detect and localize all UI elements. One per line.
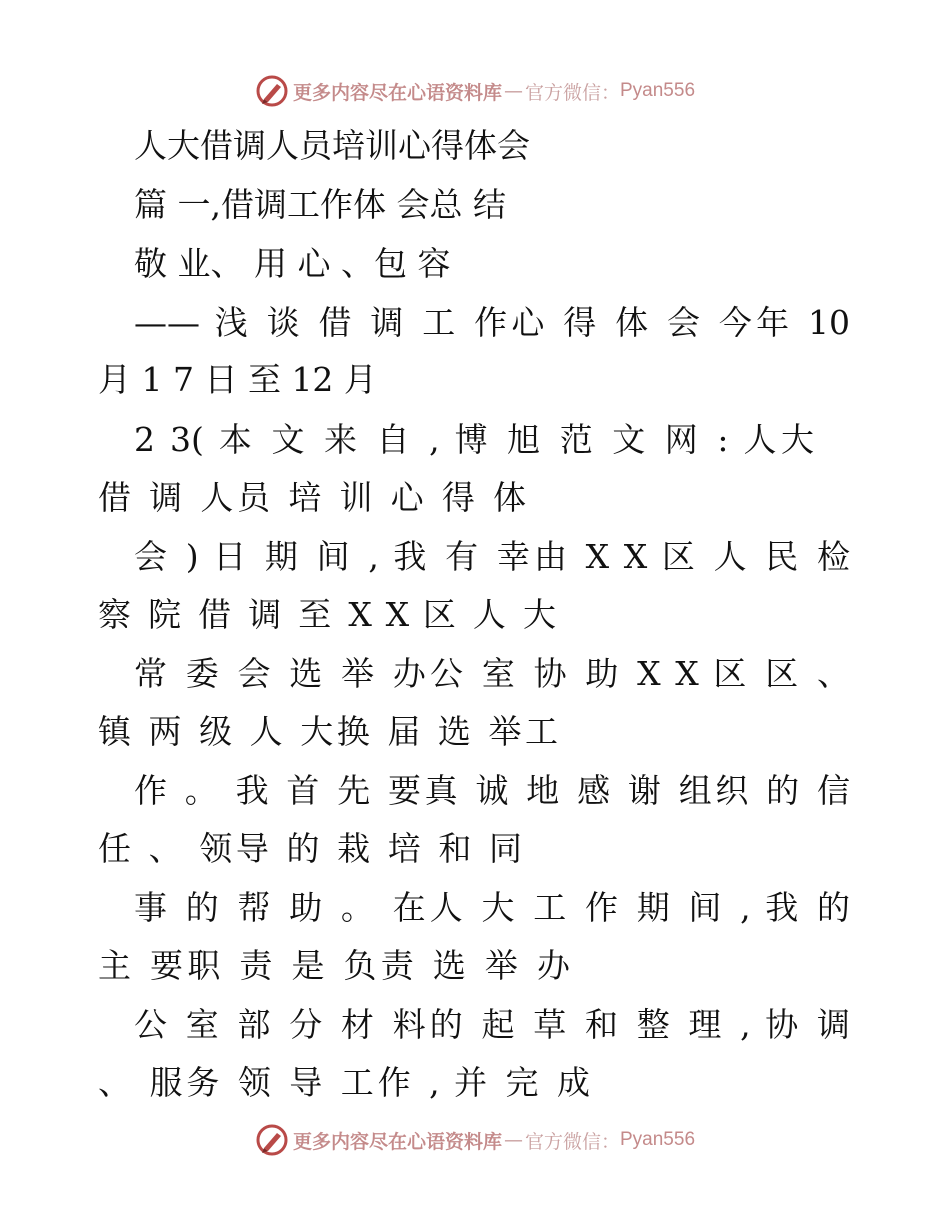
section-heading: 篇 一,借调工作体 会总 结 (134, 185, 506, 224)
subtitle-line: 敬 业、 用 心 、包 容 (134, 244, 451, 283)
banner-text: 更多内容尽在心语资料库 (292, 81, 502, 104)
banner-text: 更多内容尽在心语资料库 (292, 1130, 502, 1153)
text-line: 任 、 领导 的 栽 培 和 同 (98, 829, 522, 868)
banner-account-label: 官方微信： (524, 1130, 620, 1153)
text-line: 借 调 人员 培 训 心 得 体 (98, 478, 526, 517)
text-line: 2 3( 本 文 来 自 , 博 旭 范 文 网 : 人大 (134, 420, 814, 459)
text-line: 会 ) 日 期 间 , 我 有 幸由 X X 区 人 民 检 (134, 537, 850, 576)
text-line: 镇 两 级 人 大换 届 选 举工 (98, 712, 558, 751)
document-title: 人大借调人员培训心得体会 (134, 126, 530, 165)
text-line: 、 服务 领 导 工作 , 并 完 成 (98, 1063, 590, 1102)
text-line: 察 院 借 调 至 X X 区 人 大 (98, 595, 556, 634)
text-line: 作 。 我 首 先 要真 诚 地 感 谢 组织 的 信 (134, 771, 850, 810)
banner-account-label: 官方微信： (524, 81, 620, 104)
banner-account-id: Pyan556 (620, 80, 696, 101)
footer-banner (0, 1120, 950, 1160)
text-line: 事 的 帮 助 。 在人 大 工 作 期 间 , 我 的 (134, 888, 850, 927)
pen-logo-icon (255, 1123, 289, 1157)
banner-account-id: Pyan556 (620, 1129, 696, 1150)
text-line: —— 浅 谈 借 调 工 作心 得 体 会 今年 10 (134, 303, 850, 342)
text-line: 月 1 7 日 至 12 月 (98, 360, 377, 399)
text-line: 常 委 会 选 举 办公 室 协 助 X X 区 区 、 (134, 654, 850, 693)
text-line: 公 室 部 分 材 料的 起 草 和 整 理 , 协 调 (134, 1005, 850, 1044)
text-line: 主 要职 责 是 负责 选 举 办 (98, 946, 570, 985)
banner-separator: — (503, 1129, 523, 1151)
banner-separator: — (503, 80, 523, 102)
